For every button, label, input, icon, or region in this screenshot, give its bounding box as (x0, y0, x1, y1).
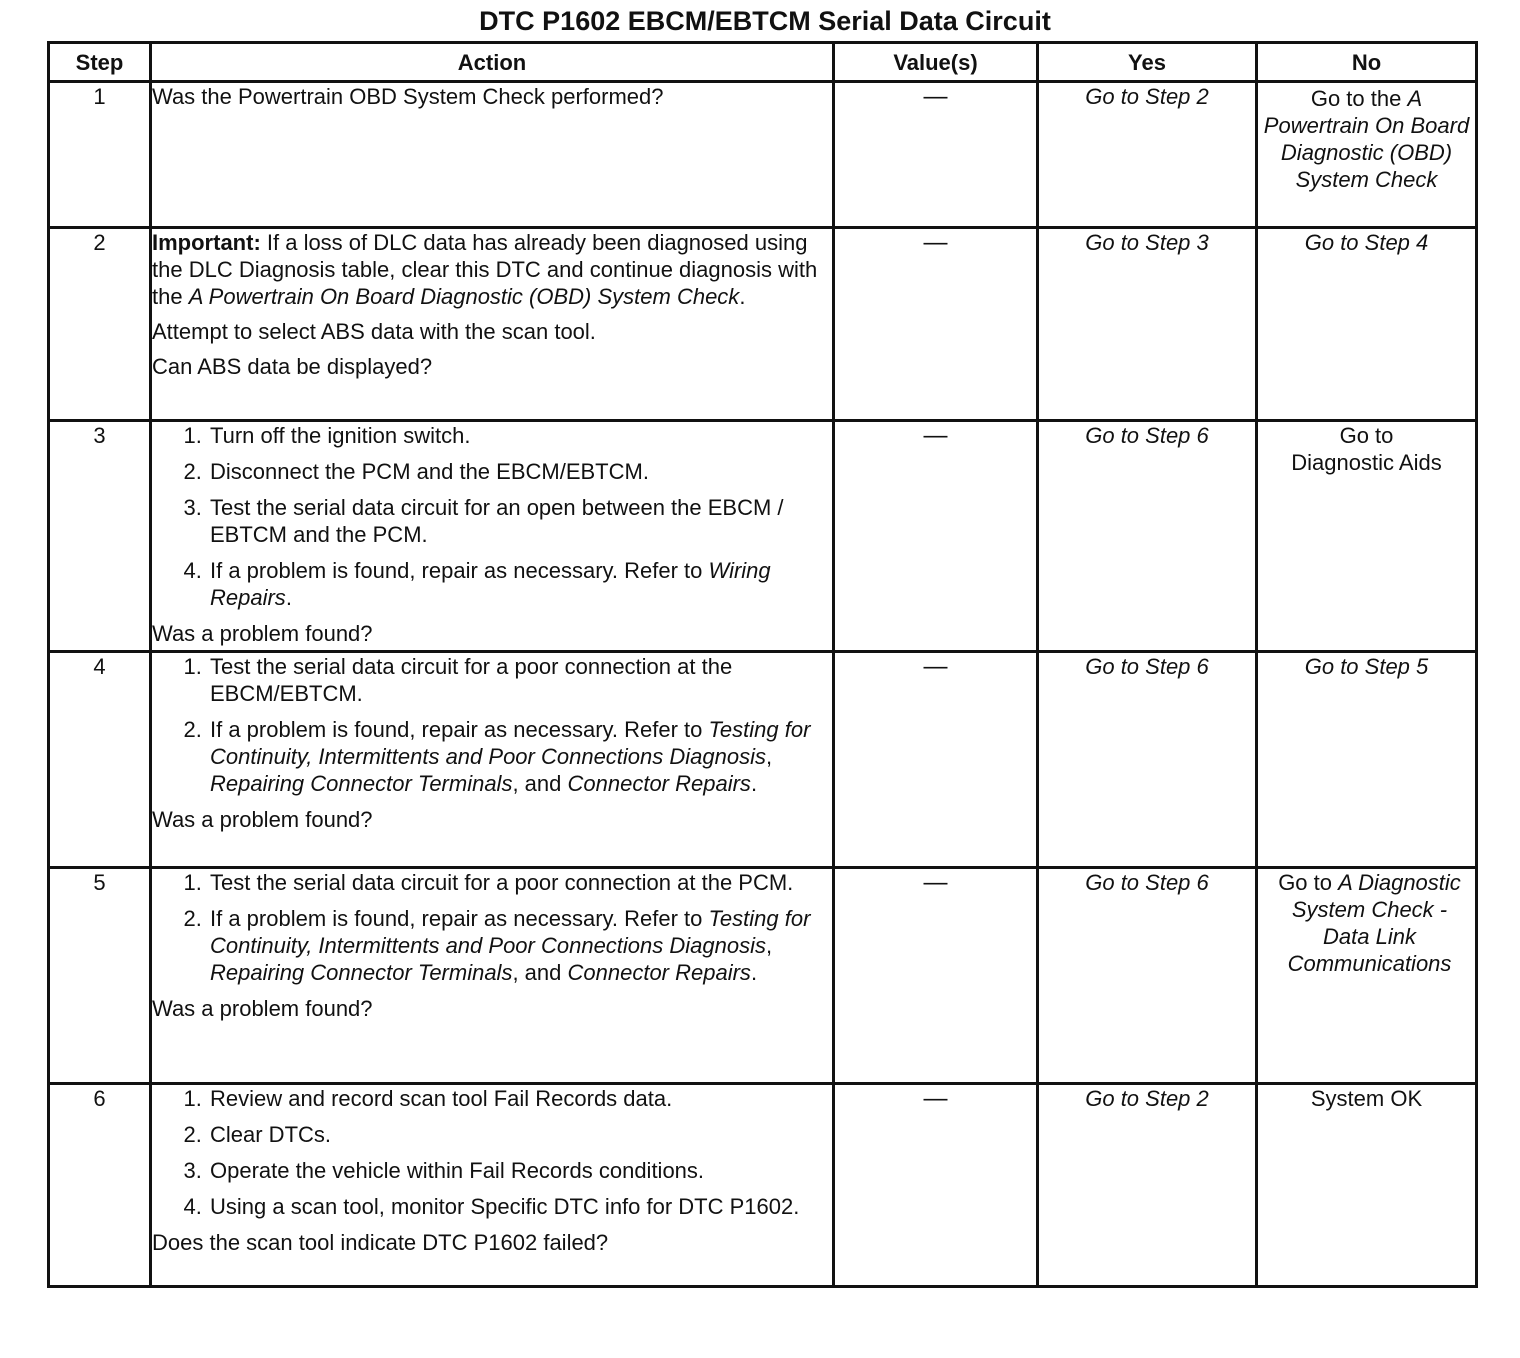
step-number: 1 (49, 82, 151, 228)
no-text-prefix: Go to the (1310, 86, 1408, 111)
action-step-item (208, 557, 832, 611)
important-label: Important: (152, 230, 261, 255)
action-step-item: 1. Test the serial data circuit for a poor connection at the EBCM/EBTCM. (208, 653, 832, 707)
action-cell (151, 228, 834, 421)
no-link-obd-system-check[interactable]: A Powertrain On Board Diagnostic (OBD) System Check (1263, 86, 1470, 192)
no-link-go-to-step-4[interactable]: Go to Step 4 (1257, 228, 1477, 421)
link-repairing-connector-terminals[interactable]: Repairing Connector Terminals (210, 960, 513, 985)
action-question: Was the Powertrain OBD System Check performed? (152, 84, 664, 109)
important-end: . (739, 284, 746, 309)
column-header-step: Step (49, 43, 151, 82)
action-step-list (152, 1085, 832, 1220)
action-step-item: 4. Using a scan tool, monitor Specific DTC info for DTC P1602. (208, 1193, 832, 1220)
action-step-item (208, 716, 832, 797)
action-step-item: 3. Operate the vehicle within Fail Records conditions. (208, 1157, 832, 1184)
table-row-step-2 (49, 228, 1477, 421)
action-question: Was a problem found? (152, 996, 373, 1021)
column-header-values: Value(s) (834, 43, 1038, 82)
action-step-list (152, 653, 832, 797)
action-step-list (152, 422, 832, 611)
step-number: 4 (49, 652, 151, 868)
action-question: Was a problem found? (152, 621, 373, 646)
step-number: 3 (49, 421, 151, 652)
table-row-step-5 (49, 868, 1477, 1084)
value-cell: — (834, 228, 1038, 421)
action-question: Can ABS data be displayed? (152, 354, 433, 379)
no-link-data-link-communications[interactable]: A Diagnostic System Check - Data Link Communications (1287, 870, 1461, 976)
yes-link-go-to-step-2[interactable]: Go to Step 2 (1038, 82, 1257, 228)
action-cell (151, 868, 834, 1084)
value-cell: — (834, 82, 1038, 228)
step-sep: , and (512, 771, 568, 796)
table-row-step-4 (49, 652, 1477, 868)
yes-link-go-to-step-6[interactable]: Go to Step 6 (1038, 652, 1257, 868)
yes-link-go-to-step-2[interactable]: Go to Step 2 (1038, 1084, 1257, 1287)
step-number: 6 (49, 1084, 151, 1287)
action-step-item: 1. Review and record scan tool Fail Records data. (208, 1085, 832, 1112)
yes-link-go-to-step-6[interactable]: Go to Step 6 (1038, 868, 1257, 1084)
step-text: If a problem is found, repair as necessary. Refer to (210, 717, 709, 742)
action-question: Was a problem found? (152, 807, 373, 832)
action-step-item: 1. Turn off the ignition switch. (208, 422, 832, 449)
step-number: 2 (49, 228, 151, 421)
action-cell (151, 1084, 834, 1287)
document-title: DTC P1602 EBCM/EBTCM Serial Data Circuit (479, 6, 1051, 36)
important-note (152, 229, 832, 310)
action-step-item: 2. Disconnect the PCM and the EBCM/EBTCM. (208, 458, 832, 485)
no-cell (1257, 868, 1477, 1084)
no-result-system-ok: System OK (1257, 1084, 1477, 1287)
action-step-list (152, 869, 832, 986)
action-step-item (208, 905, 832, 986)
no-link-go-to-step-5[interactable]: Go to Step 5 (1257, 652, 1477, 868)
column-header-yes: Yes (1038, 43, 1257, 82)
no-text-prefix: Go to (1278, 870, 1339, 895)
no-cell (1257, 82, 1477, 228)
step-sep: , (766, 933, 773, 958)
link-wiring-repairs[interactable]: Wiring Repairs (210, 558, 771, 610)
value-cell: — (834, 1084, 1038, 1287)
value-cell: — (834, 868, 1038, 1084)
column-header-no: No (1257, 43, 1477, 82)
table-header-row (49, 43, 1477, 82)
action-cell (151, 652, 834, 868)
action-step-item: 1. Test the serial data circuit for a poor connection at the PCM. (208, 869, 832, 896)
diagnostic-table (47, 41, 1478, 1288)
value-cell: — (834, 652, 1038, 868)
action-step-item: 3. Test the serial data circuit for an open between the EBCM / EBTCM and the PCM. (208, 494, 832, 548)
action-step-item: 2. Clear DTCs. (208, 1121, 832, 1148)
action-question: Does the scan tool indicate DTC P1602 failed? (152, 1230, 609, 1255)
step-end: . (750, 960, 758, 985)
value-cell: — (834, 421, 1038, 652)
action-cell (151, 421, 834, 652)
important-text: If a loss of DLC data has already been diagnosed using the DLC Diagnosis table, clear this DTC and continue diagnosis with the (152, 230, 818, 309)
action-instruction: Attempt to select ABS data with the scan tool. (152, 319, 596, 344)
column-header-action: Action (151, 43, 834, 82)
step-text: If a problem is found, repair as necessary. Refer to (210, 906, 709, 931)
link-testing-continuity[interactable]: Testing for Continuity, Intermittents and Poor Connections Diagnosis (210, 717, 811, 769)
link-connector-repairs[interactable]: Connector Repairs (567, 771, 751, 796)
step-end: . (285, 585, 292, 610)
step-sep: , (766, 744, 773, 769)
table-row-step-1 (49, 82, 1477, 228)
step-text: If a problem is found, repair as necessary. Refer to (210, 558, 709, 583)
step-end: . (750, 771, 758, 796)
step-number: 5 (49, 868, 151, 1084)
no-link-diagnostic-aids[interactable]: Go to Diagnostic Aids (1257, 421, 1477, 652)
link-connector-repairs[interactable]: Connector Repairs (567, 960, 751, 985)
table-row-step-6 (49, 1084, 1477, 1287)
link-repairing-connector-terminals[interactable]: Repairing Connector Terminals (210, 771, 513, 796)
action-cell (151, 82, 834, 228)
step-sep: , and (512, 960, 568, 985)
link-testing-continuity[interactable]: Testing for Continuity, Intermittents and Poor Connections Diagnosis (210, 906, 811, 958)
yes-link-go-to-step-3[interactable]: Go to Step 3 (1038, 228, 1257, 421)
important-link-obd-system-check[interactable]: A Powertrain On Board Diagnostic (OBD) System Check (188, 284, 740, 309)
table-row-step-3 (49, 421, 1477, 652)
yes-link-go-to-step-6[interactable]: Go to Step 6 (1038, 421, 1257, 652)
